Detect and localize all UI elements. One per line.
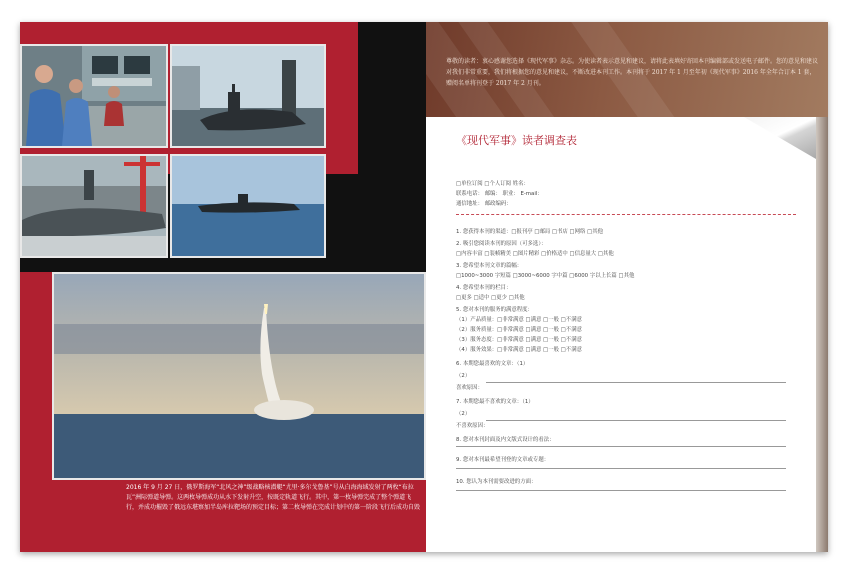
photo-caption: 2016 年 9 月 27 日，俄罗斯海军“北风之神”级战略核潜艇“尤里·多尔戈鲁基”号从白海海域发射了两枚“布拉瓦”洲际弹道导弹。这两枚导弹成功从水下发射升空，按既定轨道飞行。其中，第一枚导弹完成了整个弹道飞行，并成功摧毁了俄远东堪察加半岛库拉靶场的预定目标；第二枚导弹在完成计划中的第一阶段飞行后成功自毁 xyxy=(126,484,421,511)
answer-line xyxy=(456,490,786,491)
question-row: 4. 您希望本刊的栏目： xyxy=(456,285,512,291)
question-row: （2） xyxy=(456,411,471,417)
left-page xyxy=(20,22,426,552)
question-row: （4）服务效果：□非常满意 □满意 □一般 □不满意 xyxy=(456,347,582,353)
question-row: 不喜欢原因： xyxy=(456,423,489,429)
question-row: □内容丰富 □装帧精美 □图片精彩 □价格适中 □信息量大 □其他 xyxy=(456,251,614,257)
magazine-spread xyxy=(20,22,828,552)
question-row: （3）服务态度：□非常满意 □满意 □一般 □不满意 xyxy=(456,337,582,343)
question-row: □更多 □适中 □更少 □其他 xyxy=(456,295,525,301)
question-row: □1000~3000 字短篇 □3000~6000 字中篇 □6000 字以上长篇 □其他 xyxy=(456,273,635,279)
question-row: 1. 您获得本刊的渠道：□报刊亭 □邮局 □书店 □网络 □其他 xyxy=(456,229,603,235)
submarine-dock-image xyxy=(22,156,166,256)
control-room-image xyxy=(22,46,166,146)
answer-line xyxy=(456,446,786,447)
answer-line xyxy=(486,382,786,383)
photo-submarine-port xyxy=(170,44,326,148)
field-subscription-name: □单位订阅 □个人订阅 姓名： xyxy=(456,181,529,187)
question-row: （2） xyxy=(456,373,471,379)
field-row-1 xyxy=(456,180,529,188)
field-contact: 联系电话： 邮编： 职业： E-mail： xyxy=(456,191,543,197)
photo-submarine-dock xyxy=(20,154,168,258)
answer-line xyxy=(486,420,786,421)
survey-title: 《现代军事》读者调查表 xyxy=(456,134,577,147)
question-row: 7. 本期您最不喜欢的文章：（1） xyxy=(456,399,534,405)
right-page xyxy=(426,22,828,552)
field-row-3 xyxy=(456,200,512,208)
question-row: 9. 您对本刊最希望刊登的文章或专题： xyxy=(456,457,550,463)
survey-intro-text: 尊敬的读者：衷心感谢您选择《现代军事》杂志。为使读者表示意见和建议，请将此表填好寄回本刊编辑部或发送电子邮件。您的意见和建议对我们非常重要，我们将根据您的意见和建议，不断改进本刊工作。本刊将于 2017 年 1 月至年初《现代军事》2016 年全年合订本 1 套，赠阅名单将刊登于 2017 年 2 月刊。 xyxy=(446,58,819,87)
photo-submarine-sea xyxy=(170,154,326,258)
question-row: （2）服务质量：□非常满意 □满意 □一般 □不满意 xyxy=(456,327,582,333)
question-row: 2. 吸引您阅读本刊的原因（可多选）： xyxy=(456,241,547,247)
missile-launch-image xyxy=(54,274,424,478)
question-row: 8. 您对本刊封面及内文版式设计的看法： xyxy=(456,437,555,443)
submarine-port-image xyxy=(172,46,324,146)
photo-missile-launch xyxy=(52,272,426,480)
question-row: 3. 您希望本刊文章的篇幅： xyxy=(456,263,523,269)
question-row: 10. 您认为本刊需要改进的方面： xyxy=(456,479,537,485)
divider-1 xyxy=(456,214,796,215)
question-row: 6. 本期您最喜欢的文章：（1） xyxy=(456,361,529,367)
photo-control-room xyxy=(20,44,168,148)
question-row: （1）产品质量：□非常满意 □满意 □一般 □不满意 xyxy=(456,317,582,323)
page-edge xyxy=(816,117,828,552)
submarine-sea-image xyxy=(172,156,324,256)
question-row: 5. 您对本刊的服务的满意程度： xyxy=(456,307,533,313)
field-row-2 xyxy=(456,190,543,198)
question-row: 喜欢原因： xyxy=(456,385,483,391)
field-address: 通信地址： 邮政编码： xyxy=(456,201,512,207)
answer-line xyxy=(456,468,786,469)
red-panel-side xyxy=(20,272,52,552)
